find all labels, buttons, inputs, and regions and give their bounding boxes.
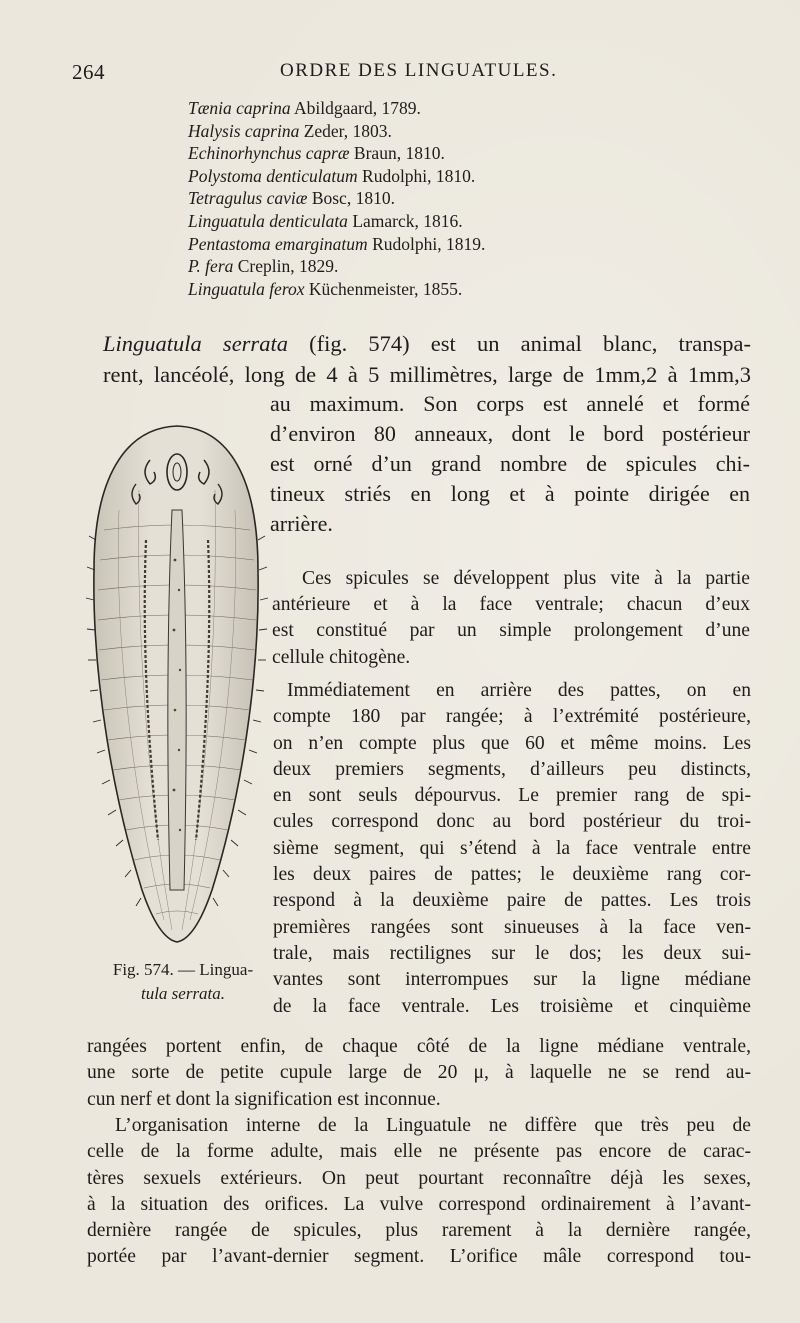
synonym-name: Tænia caprina <box>188 98 291 118</box>
figure-caption <box>88 958 278 1006</box>
synonym-author: Zeder, 1803. <box>299 120 392 141</box>
synonym-name: Echinorhynchus capræ <box>188 143 350 164</box>
synonym-entry <box>188 233 748 256</box>
text-line: on n’en compte plus que 60 et même moins. Les <box>273 732 751 754</box>
synonym-name: Tetragulus caviæ <box>188 188 308 209</box>
figure-574-illustration <box>84 420 270 955</box>
text-line: premières rangées sont sinueuses à la face ven- <box>273 916 751 938</box>
text-line: une sorte de petite cupule large de 20 μ, à laquelle ne se rend au- <box>87 1062 751 1084</box>
intestine <box>168 510 186 890</box>
text-line: en sont seuls dépourvus. Le premier rang de spi- <box>273 785 751 807</box>
text-line: antérieure et à la face ventrale; chacun d’eux <box>272 594 750 616</box>
text-line: les deux paires de pattes; le deuxième rang cor- <box>273 864 751 886</box>
synonym-author: Rudolphi, 1819. <box>367 233 486 254</box>
synonym-name: Halysis caprina <box>188 120 300 141</box>
text-line: de la face ventrale. Les troisième et cinquième <box>273 995 751 1017</box>
text-line: cun nerf et dont la signification est inconnue. <box>87 1088 441 1110</box>
synonym-entry <box>188 187 748 210</box>
text-line: à la situation des orifices. La vulve correspond ordinairement à l’avant- <box>87 1193 751 1215</box>
text-line: tères sexuels extérieurs. On peut pourtant reconnaître déjà les sexes, <box>87 1167 751 1189</box>
synonym-name: Polystoma denticulatum <box>188 165 358 186</box>
synonym-entry <box>188 255 748 278</box>
running-title: ORDRE DES LINGUATULES. <box>280 60 558 81</box>
synonym-entry <box>188 120 748 143</box>
text-line: rangées portent enfin, de chaque côté de la ligne médiane ventrale, <box>87 1036 751 1057</box>
synonym-author: Lamarck, 1816. <box>347 210 463 231</box>
page-header <box>72 56 760 88</box>
synonym-name: Linguatula ferox <box>188 278 305 299</box>
synonym-name: Linguatula denticulata <box>188 210 348 231</box>
caption-line-1: Fig. 574. — Lingua- <box>112 960 254 979</box>
synonym-entry <box>188 165 748 188</box>
synonym-author: Küchenmeister, 1855. <box>304 278 463 299</box>
text-line: compte 180 par rangée; à l’extrémité postérieure, <box>273 706 751 728</box>
paragraph-rows <box>273 678 751 1020</box>
species-name: Linguatula serrata <box>103 331 288 356</box>
synonym-author: Creplin, 1829. <box>233 256 339 277</box>
synonym-entry <box>188 278 748 301</box>
intro-line-2: rent, lancéolé, long de 4 à 5 millimètres, large de 1mm,2 à 1mm,3 <box>103 362 751 387</box>
page-number: 264 <box>72 60 105 84</box>
synonym-entry <box>188 210 748 233</box>
text-line: dernière rangée de spicules, plus rarement à la dernière rangée, <box>87 1220 751 1242</box>
synonym-author: Rudolphi, 1810. <box>357 165 476 186</box>
text-line: arrière. <box>270 511 333 536</box>
paragraph-organisation <box>87 1113 751 1271</box>
text-line: d’environ 80 anneaux, dont le bord postérieur <box>270 421 750 446</box>
text-line: cellule chitogène. <box>272 646 411 668</box>
text-line: Immédiatement en arrière des pattes, on en <box>287 680 751 701</box>
text-line: tineux striés en long et à pointe dirigée en <box>270 481 750 506</box>
caption-line-2: tula serrata. <box>140 984 226 1003</box>
text-line: au maximum. Son corps est annelé et formé <box>270 391 750 416</box>
synonym-author: Bosc, 1810. <box>307 188 395 209</box>
text-line: respond à la deuxième paire de pattes. Les trois <box>273 890 751 912</box>
text-line: vantes sont interrompues sur la ligne médiane <box>273 969 751 991</box>
synonym-author: Abildgaard, 1789. <box>290 98 421 118</box>
text-line: est constitué par un simple prolongement d’une <box>272 620 750 642</box>
text-line: sième segment, qui s’étend à la face ventrale entre <box>273 837 751 859</box>
intro-line-1 <box>103 328 751 359</box>
intro-paragraph <box>103 328 751 390</box>
intro-line-1-text: (fig. 574) est un animal blanc, transpa- <box>287 331 752 356</box>
text-line: celle de la forme adulte, mais elle ne présente pas encore de carac- <box>87 1141 751 1163</box>
paragraph-spicules <box>272 566 750 671</box>
synonym-name: Pentastoma emarginatum <box>188 233 368 254</box>
paragraph-rows-continued <box>87 1034 751 1113</box>
synonym-entry <box>188 142 748 165</box>
text-line: est orné d’un grand nombre de spicules chi- <box>270 451 750 476</box>
synonym-entry <box>188 97 748 120</box>
synonym-author: Braun, 1810. <box>349 143 445 164</box>
synonymy-list <box>188 97 748 300</box>
text-line: Ces spicules se développent plus vite à la partie <box>302 568 750 589</box>
synonym-name: P. fera <box>188 256 234 277</box>
text-line: trale, mais rectilignes sur le dos; les deux sui- <box>273 942 751 964</box>
linguatula-larva-drawing <box>84 420 270 955</box>
wrapped-paragraph <box>270 389 750 539</box>
text-line: portée par l’avant-dernier segment. L’orifice mâle correspond tou- <box>87 1246 751 1268</box>
text-line: L’organisation interne de la Linguatule ne diffère que très peu de <box>115 1115 751 1136</box>
text-line: deux premiers segments, d’ailleurs peu distincts, <box>273 758 751 780</box>
text-line: cules correspond donc au bord postérieur du troi- <box>273 811 751 833</box>
